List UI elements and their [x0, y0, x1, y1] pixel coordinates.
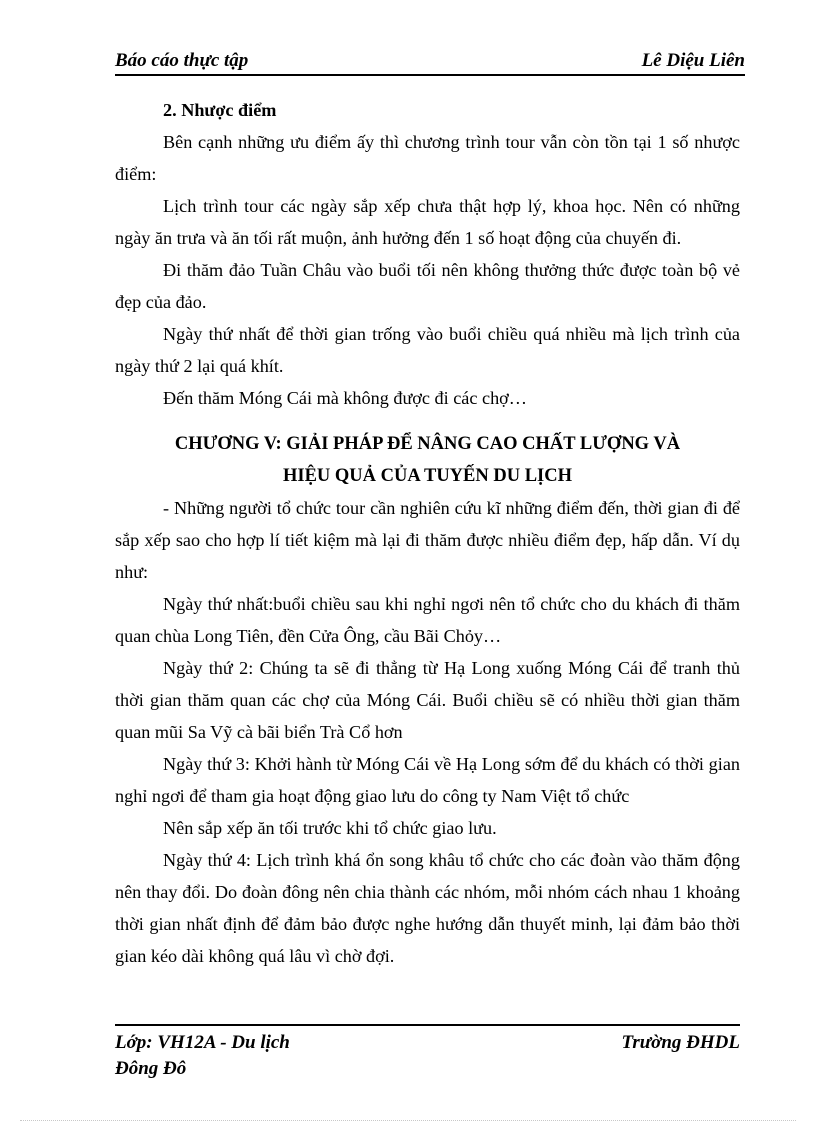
paragraph: Ngày thứ nhất:buổi chiều sau khi nghỉ ngơi nên tổ chức cho du khách đi thăm quan chùa Long Tiên, đền Cửa Ông, cầu Bãi Chỏy…	[115, 594, 740, 646]
paragraph: Ngày thứ 3: Khởi hành từ Móng Cái về Hạ Long sớm để du khách có thời gian nghỉ ngơi để tham gia hoạt động giao lưu do công ty Nam Việt tổ chức	[115, 754, 740, 806]
page-bottom-edge	[20, 1120, 796, 1121]
footer-school-name: Trường ĐHDL	[621, 1032, 740, 1053]
paragraph: Bên cạnh những ưu điểm ấy thì chương trình tour vẫn còn tồn tại 1 số nhược điểm:	[115, 132, 740, 184]
paragraph: Lịch trình tour các ngày sắp xếp chưa thật hợp lý, khoa học. Nên có những ngày ăn trưa và ăn tối rất muộn, ảnh hưởng đến 1 số hoạt động của chuyến đi.	[115, 196, 740, 248]
paragraph: Ngày thứ 2: Chúng ta sẽ đi thẳng từ Hạ Long xuống Móng Cái để tranh thủ thời gian thăm quan các chợ của Móng Cái. Buổi chiều sẽ có nhiều thời gian thăm quan mũi Sa Vỹ cà bãi biển Trà Cổ hơn	[115, 658, 740, 742]
paragraph: Ngày thứ nhất để thời gian trống vào buổi chiều quá nhiều mà lịch trình của ngày thứ 2 lại quá khít.	[115, 324, 740, 376]
header-report-title: Báo cáo thực tập	[115, 50, 249, 71]
paragraph: Nên sắp xếp ăn tối trước khi tổ chức giao lưu.	[163, 818, 497, 838]
paragraph: - Những người tổ chức tour cần nghiên cứu kĩ những điểm đến, thời gian đi để sắp xếp sao cho hợp lí tiết kiệm mà lại đi thăm được nhiều điểm đẹp, hấp dẫn. Ví dụ như:	[115, 498, 740, 582]
footer-class-info	[115, 1030, 375, 1082]
paragraph: Đến thăm Móng Cái mà không được đi các chợ…	[163, 388, 527, 408]
section-heading: 2. Nhược điểm	[163, 100, 277, 120]
page-header	[115, 46, 745, 76]
page-content	[115, 94, 740, 972]
chapter-heading	[115, 428, 740, 492]
paragraph: Đi thăm đảo Tuần Châu vào buổi tối nên không thưởng thức được toàn bộ vẻ đẹp của đảo.	[115, 260, 740, 312]
header-author-name: Lê Diệu Liên	[641, 50, 745, 71]
page-footer	[115, 1024, 740, 1079]
footer-class-line-2: Đông Đô	[115, 1058, 187, 1079]
footer-class-line-1: Lớp: VH12A - Du lịch	[115, 1032, 290, 1053]
chapter-heading-line-1: CHƯƠNG V: GIẢI PHÁP ĐỂ NÂNG CAO CHẤT LƯỢNG VÀ	[174, 434, 681, 454]
chapter-heading-line-2: HIỆU QUẢ CỦA TUYẾN DU LỊCH	[282, 466, 573, 486]
paragraph: Ngày thứ 4: Lịch trình khá ổn song khâu tổ chức cho các đoàn vào thăm động nên thay đổi. Do đoàn đông nên chia thành các nhóm, mỗi nhóm cách nhau 1 khoảng thời gian nhất định để đảm bảo được nghe hướng dẫn thuyết minh, lại đảm bảo thời gian kéo dài không quá lâu vì chờ đợi.	[115, 850, 740, 966]
